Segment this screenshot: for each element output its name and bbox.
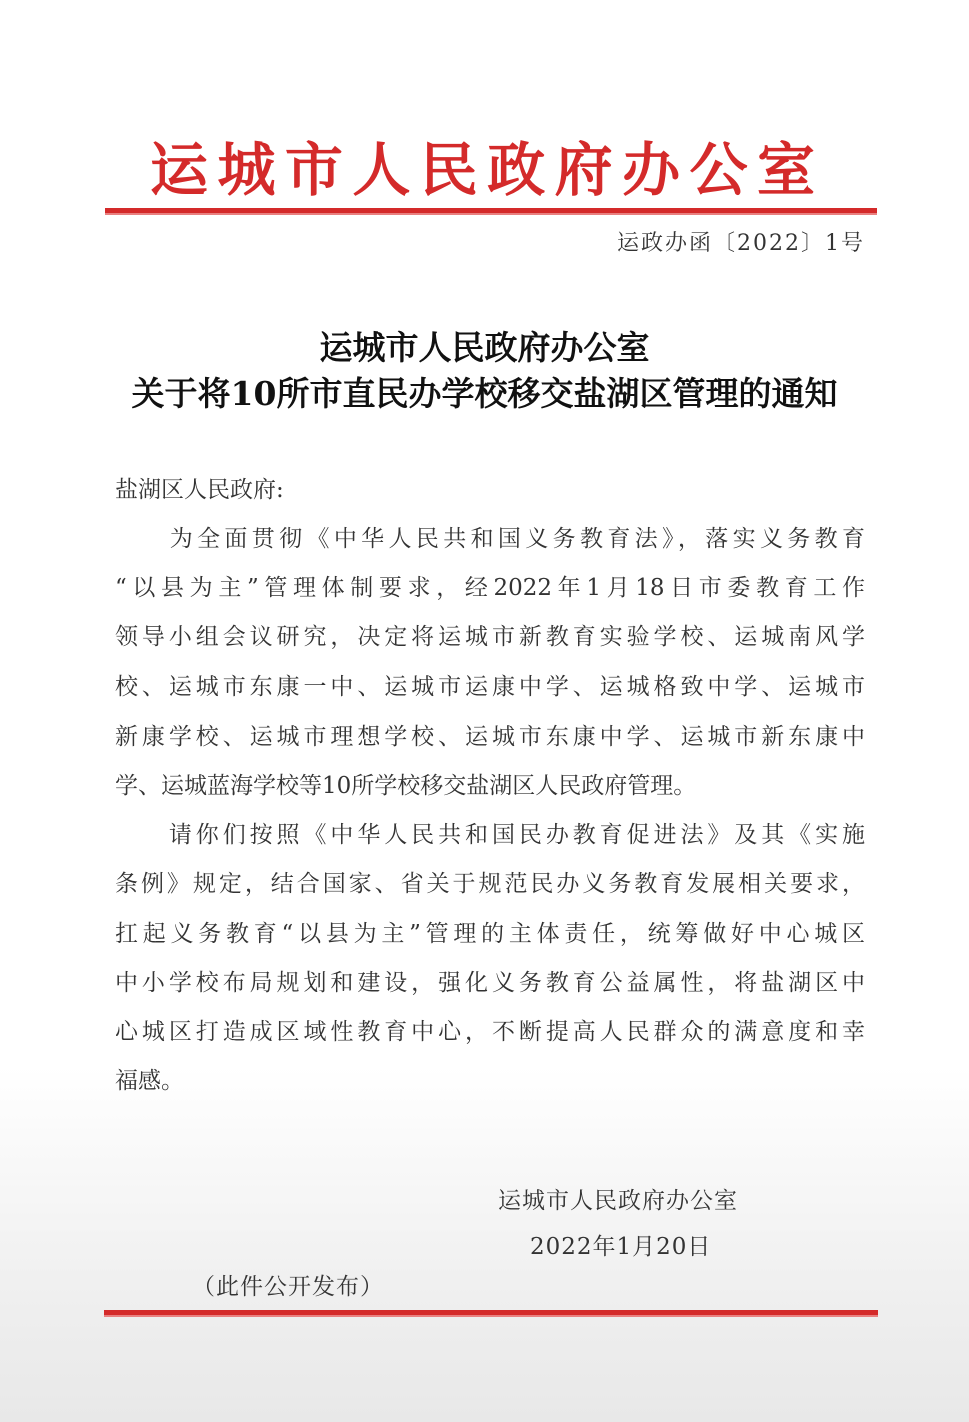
body-line: 扛起义务教育“以县为主”管理的主体责任，统筹做好中心城区 [115, 921, 865, 947]
signature-issuer: 运城市人民政府办公室 [498, 1188, 738, 1214]
body-line: 新康学校、运城市理想学校、运城市东康中学、运城市新东康中 [115, 724, 865, 750]
salutation: 盐湖区人民政府: [115, 477, 284, 503]
title-line-2: 关于将10所市直民办学校移交盐湖区管理的通知 [131, 374, 838, 413]
title-line-1: 运城市人民政府办公室 [319, 328, 650, 367]
footer-divider [104, 1310, 878, 1317]
body-line: 请你们按照《中华人民共和国民办教育促进法》及其《实施 [115, 822, 865, 848]
body-line: “以县为主”管理体制要求，经2022年1月18日市委教育工作 [115, 575, 865, 601]
body-line: 学、运城蓝海学校等10所学校移交盐湖区人民政府管理。 [115, 773, 697, 799]
body-line: 福感。 [115, 1068, 184, 1094]
body-line: 中小学校布局规划和建设，强化义务教育公益属性，将盐湖区中 [115, 970, 865, 996]
body-line: 条例》规定，结合国家、省关于规范民办义务教育发展相关要求， [115, 871, 865, 897]
body-line: 领导小组会议研究，决定将运城市新教育实验学校、运城南风学 [115, 624, 865, 650]
document-number: 运政办函〔2022〕1号 [617, 231, 865, 256]
body-line: 校、运城市东康一中、运城市运康中学、运城格致中学、运城市 [115, 674, 865, 700]
body-line: 为全面贯彻《中华人民共和国义务教育法》，落实义务教育 [115, 526, 865, 552]
masthead-divider [105, 208, 877, 215]
signature-date: 2022年1月20日 [530, 1234, 712, 1260]
masthead: 运城市人民政府办公室 [150, 136, 815, 204]
publication-note: （此件公开发布） [192, 1274, 384, 1300]
body-line: 心城区打造成区域性教育中心，不断提高人民群众的满意度和幸 [115, 1019, 865, 1045]
